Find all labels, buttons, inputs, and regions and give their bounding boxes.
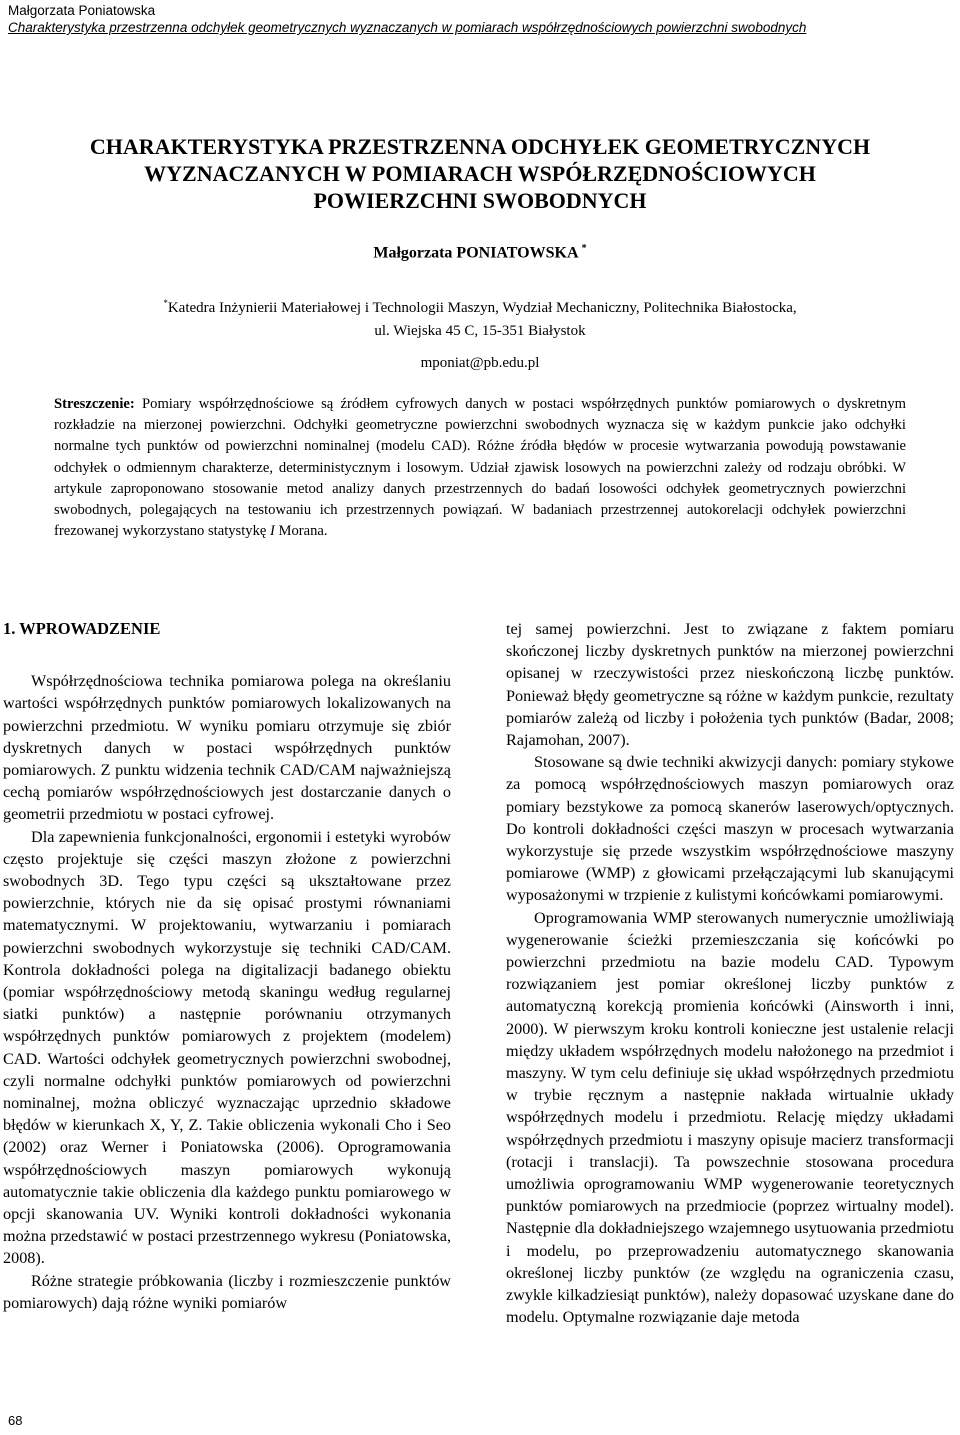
left-paragraph-1: Współrzędnościowa technika pomiarowa polega na określaniu wartości współrzędnych punktów pomiarowych lokalizowanych na powierzchni przedmiotu. W wyniku pomiaru otrzymuje się zbiór dyskretnych danych w postaci współrzędnych punktów pomiarowych. Z punktu widzenia technik CAD/CAM najważniejszą cechą pomiarów współrzędnościowych jest dostarczanie danych o geometrii przedmiotu w postaci cyfrowej.	[3, 672, 451, 824]
header-running-title: Charakterystyka przestrzenna odchyłek geometrycznych wyznaczanych w pomiarach współrzędnościowych powierzchni swobodnych	[8, 20, 807, 35]
page-number: 68	[8, 1413, 23, 1428]
abstract-text: Pomiary współrzędnościowe są źródłem cyfrowych danych w postaci współrzędnych punktów pomiarowych o dyskretnym rozkładzie na mierzonej powierzchni. Odchyłki geometryczne powierzchni swobodnych wyznacza się w każdym punkcie jako odchyłki normalne tych punktów od powierzchni nominalnej (modelu CAD). Różne źródła błędów w procesie wytwarzania powodują powstawanie odchyłek o odmiennym charakterze, deterministycznym i losowym. Udział zjawisk losowych na powierzchni zależy od rodzaju obróbki. W artykule zaproponowano stosowanie metod analizy danych przestrzennych do badań losowości odchyłek geometrycznych powierzchni swobodnych, polegających na testowaniu ich przestrzennych powiązań. W badaniach przestrzennej autokorelacji odchyłek powierzchni frezowanej wykorzystano statystykę	[54, 396, 906, 540]
author-email: mponiat@pb.edu.pl	[420, 355, 540, 371]
right-column	[506, 618, 954, 1329]
affiliation-mark: *	[163, 298, 168, 308]
right-paragraph-3: Oprogramowania WMP sterowanych numerycznie umożliwiają wygenerowanie ścieżki przemieszczania się końcówki po powierzchni przedmiotu na bazie modelu CAD. Typowym rozwiązaniem jest pomiar określonej liczby punktów z automatyczną korekcją promienia końcówki (Ainsworth i inni, 2000). W pierwszym kroku kontroli konieczne jest ustalenie relacji między układem współrzędnych modelu nałożonego na przedmiot i maszyny. W tym celu definiuje się układ współrzędnych przedmiotu w trybie ręcznym a następnie nakłada wirtualnie układy współrzędnych modelu i przedmiotu. Relację między układami współrzędnych przedmiotu i maszyny opisuje macierz transformacji (rotacji i translacji). Ta powszechnie stosowana procedura umożliwia oprogramowaniu WMP wygenerowanie teoretycznych punktów pomiarowych na przedmiocie (poprzez wirtualny model). Następnie dla dokładniejszego wzajemnego usytuowania przedmiotu i modelu, po przeprowadzeniu automatycznego skanowania określonej liczby punktów (ze względu na ograniczenia czasu, zwykle kilkadziesiąt punktów), należy dopasować uzyskane dane do modelu. Optymalne rozwiązanie daje metoda	[506, 908, 954, 1327]
abstract	[54, 394, 906, 542]
left-paragraph-2: Dla zapewnienia funkcjonalności, ergonomii i estetyki wyrobów często projektuje się części maszyn złożone z powierzchni swobodnych 3D. Tego typu części są ukształtowane przez powierzchnie, których nie da się opisać prostymi równaniami matematycznymi. W projektowaniu, wytwarzaniu i pomiarach powierzchni swobodnych wykorzystuje się techniki CAD/CAM. Kontrola dokładności polega na digitalizacji badanego obiektu (pomiar współrzędnościowy metodą skaningu według regularnej siatki punktów) a następnie porównaniu otrzymanych współrzędnych punktów pomiarowych z projektem (modelem) CAD. Wartości odchyłek geometrycznych powierzchni swobodnej, czyli normalne odchyłki punktów pomiarowych od powierzchni nominalnej, można obliczyć wyznaczając uprzednio składowe błędów w kierunkach X, Y, Z. Takie obliczenia wykonali Cho i Seo (2002) oraz Werner i Poniatowska (2006). Oprogramowania współrzędnościowych maszyn pomiarowych wykonują automatycznie takie obliczenia dla każdego punktu pomiarowego w opcji skanowania UV. Wyniki kontroli dokładności wykonania można przedstawić w postaci przestrzennego wykresu (Poniatowska, 2008).	[3, 827, 451, 1268]
right-paragraph-2: Stosowane są dwie techniki akwizycji danych: pomiary stykowe za pomocą współrzędnościowych maszyn pomiarowych oraz pomiary bezstykowe za pomocą skanerów laserowych/optycznych. Do kontroli dokładności części maszyn w procesach wytwarzania wykorzystuje się przede wszystkim współrzędnościowe maszyny pomiarowe (WMP) z głowicami przełączającymi lub skanującymi wyposażonymi w trzpienie z kulistymi końcówkami pomiarowymi.	[506, 753, 954, 905]
section-heading: 1. WPROWADZENIE	[3, 619, 161, 638]
title-line-3: POWIERZCHNI SWOBODNYCH	[313, 188, 647, 213]
affiliation-line-2: ul. Wiejska 45 C, 15-351 Białystok	[374, 323, 586, 339]
author-name-text: Małgorzata PONIATOWSKA	[373, 244, 578, 262]
header-author: Małgorzata Poniatowska	[8, 3, 156, 18]
abstract-end: Morana.	[274, 523, 328, 540]
left-column	[3, 618, 451, 1314]
title-line-1: CHARAKTERYSTYKA PRZESTRZENNA ODCHYŁEK GEOMETRYCZNYCH	[89, 134, 871, 159]
author-mark: *	[581, 243, 587, 254]
affiliation	[0, 292, 960, 343]
abstract-label: Streszczenie:	[54, 396, 135, 412]
left-paragraph-3: Różne strategie próbkowania (liczby i rozmieszczenie punktów pomiarowych) dają różne wyniki pomiarów	[3, 1271, 451, 1312]
author-name	[0, 243, 960, 262]
right-paragraph-1: tej samej powierzchni. Jest to związane z faktem pomiaru skończonej liczby dyskretnych punktów na mierzonej powierzchni opisanej w rzeczywistości przez nieskończoną liczbę punktów. Ponieważ błędy geometryczne są różne w każdym punkcie, rezultaty pomiarów zależą od liczby i położenia tych punktów (Badar, 2008; Rajamohan, 2007).	[506, 620, 954, 750]
paper-title	[40, 133, 920, 214]
running-header	[8, 2, 806, 36]
affiliation-line-1: Katedra Inżynierii Materiałowej i Technologii Maszyn, Wydział Mechaniczny, Politechnika Białostocka,	[167, 300, 797, 316]
abstract-italic-symbol: I	[270, 523, 275, 540]
title-line-2: WYZNACZANYCH W POMIARACH WSPÓŁRZĘDNOŚCIOWYCH	[144, 161, 816, 186]
